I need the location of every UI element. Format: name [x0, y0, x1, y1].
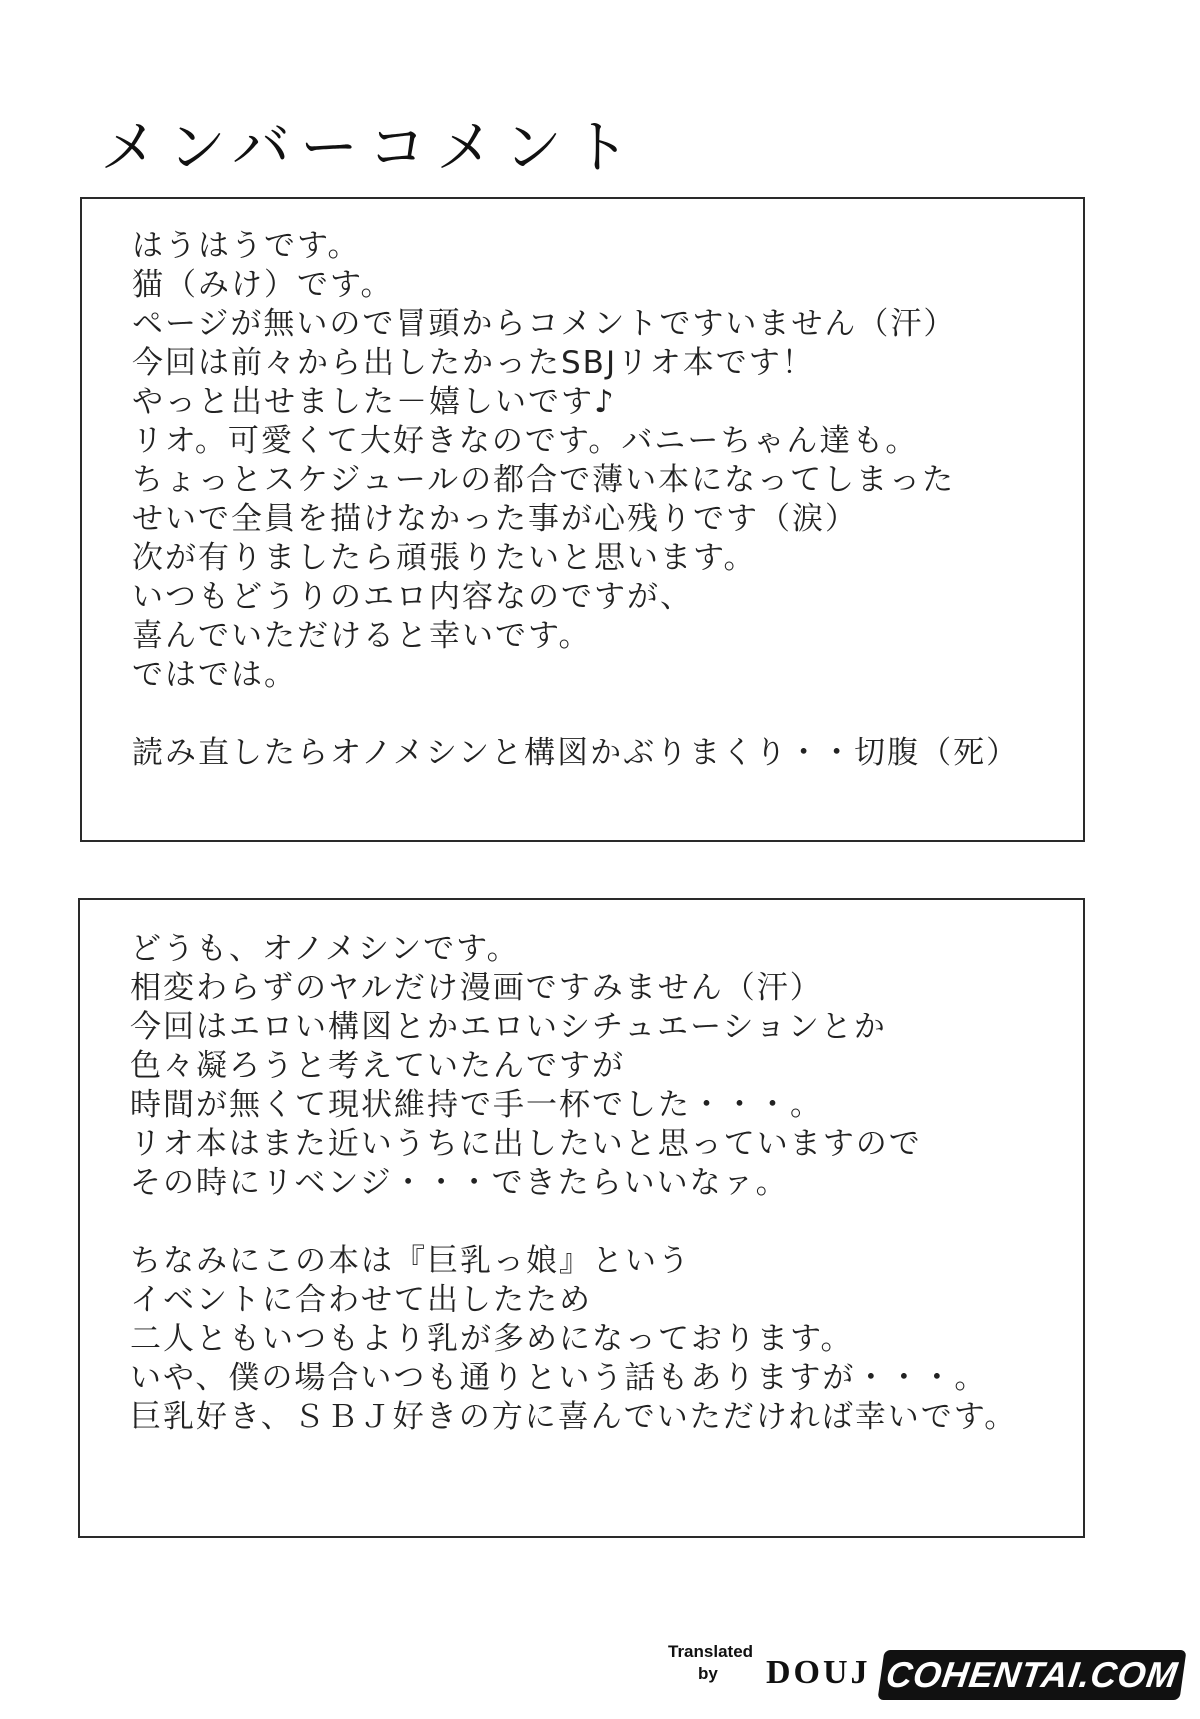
comment-line: 二人ともいつもより乳が多めになっております。: [130, 1321, 854, 1357]
comment-line: その時にリベンジ・・・できたらいいなァ。: [130, 1165, 789, 1201]
comment-line: リオ本はまた近いうちに出したいと思っていますので: [130, 1126, 922, 1162]
comment-line: ページが無いので冒頭からコメントですいません（汗）: [132, 306, 957, 342]
blank-line: [130, 1203, 1017, 1242]
translator-group-logo: DOUJ: [766, 1654, 871, 1691]
comment-line: 今回は前々から出したかったSBJリオ本です！: [132, 345, 815, 381]
comment-footnote: 読み直したらオノメシンと構図かぶりまくり・・切腹（死）: [132, 735, 1020, 771]
page-title: メンバーコメント: [100, 113, 640, 181]
comment-line: 次が有りましたら頑張りたいと思います。: [132, 540, 757, 576]
translator-credit: [668, 1642, 1188, 1719]
comment-box-2: [78, 898, 1085, 1538]
comment-line: いや、僕の場合いつも通りという話もありますが・・・。: [130, 1360, 988, 1396]
comment-box-1-text: [132, 227, 1019, 773]
comment-line: 巨乳好き、ＳＢＪ好きの方に喜んでいただければ幸いです。: [130, 1399, 1018, 1435]
comment-line: いつもどうりのエロ内容なのですが、: [132, 579, 693, 615]
comment-line: はうはうです。: [132, 228, 361, 264]
comment-box-2-text: [130, 930, 1017, 1437]
comment-line: ちなみにこの本は『巨乳っ娘』という: [130, 1243, 691, 1279]
comment-line: 色々凝ろうと考えていたんですが: [130, 1048, 625, 1084]
comment-box-1: [80, 197, 1085, 842]
comment-line: どうも、オノメシンです。: [130, 931, 520, 967]
comment-line: イベントに合わせて出したため: [130, 1282, 592, 1318]
comment-line: 猫（みけ）です。: [132, 267, 394, 303]
comment-line: リオ。可愛くて大好きなのです。バニーちゃん達も。: [132, 423, 919, 459]
credit-translated-label: Translated: [668, 1642, 754, 1661]
site-watermark-text: COHENTAI.COM: [883, 1654, 1181, 1695]
comment-line: ちょっとスケジュールの都合で薄い本になってしまった: [132, 462, 956, 498]
comment-line: せいで全員を描けなかった事が心残りです（涙）: [132, 501, 858, 537]
comment-line: 今回はエロい構図とかエロいシチュエーションとか: [130, 1009, 887, 1045]
comment-line: ではでは。: [132, 657, 297, 693]
comment-line: 喜んでいただけると幸いです。: [132, 618, 592, 654]
comment-line: 時間が無くて現状維持で手一杯でした・・・。: [130, 1087, 823, 1123]
site-watermark: [877, 1650, 1186, 1700]
comment-line: やっと出せました－嬉しいです♪: [132, 384, 616, 420]
blank-line: [132, 695, 1019, 734]
comment-line: 相変わらずのヤルだけ漫画ですみません（汗）: [130, 970, 823, 1006]
credit-by-label: by: [698, 1664, 718, 1683]
